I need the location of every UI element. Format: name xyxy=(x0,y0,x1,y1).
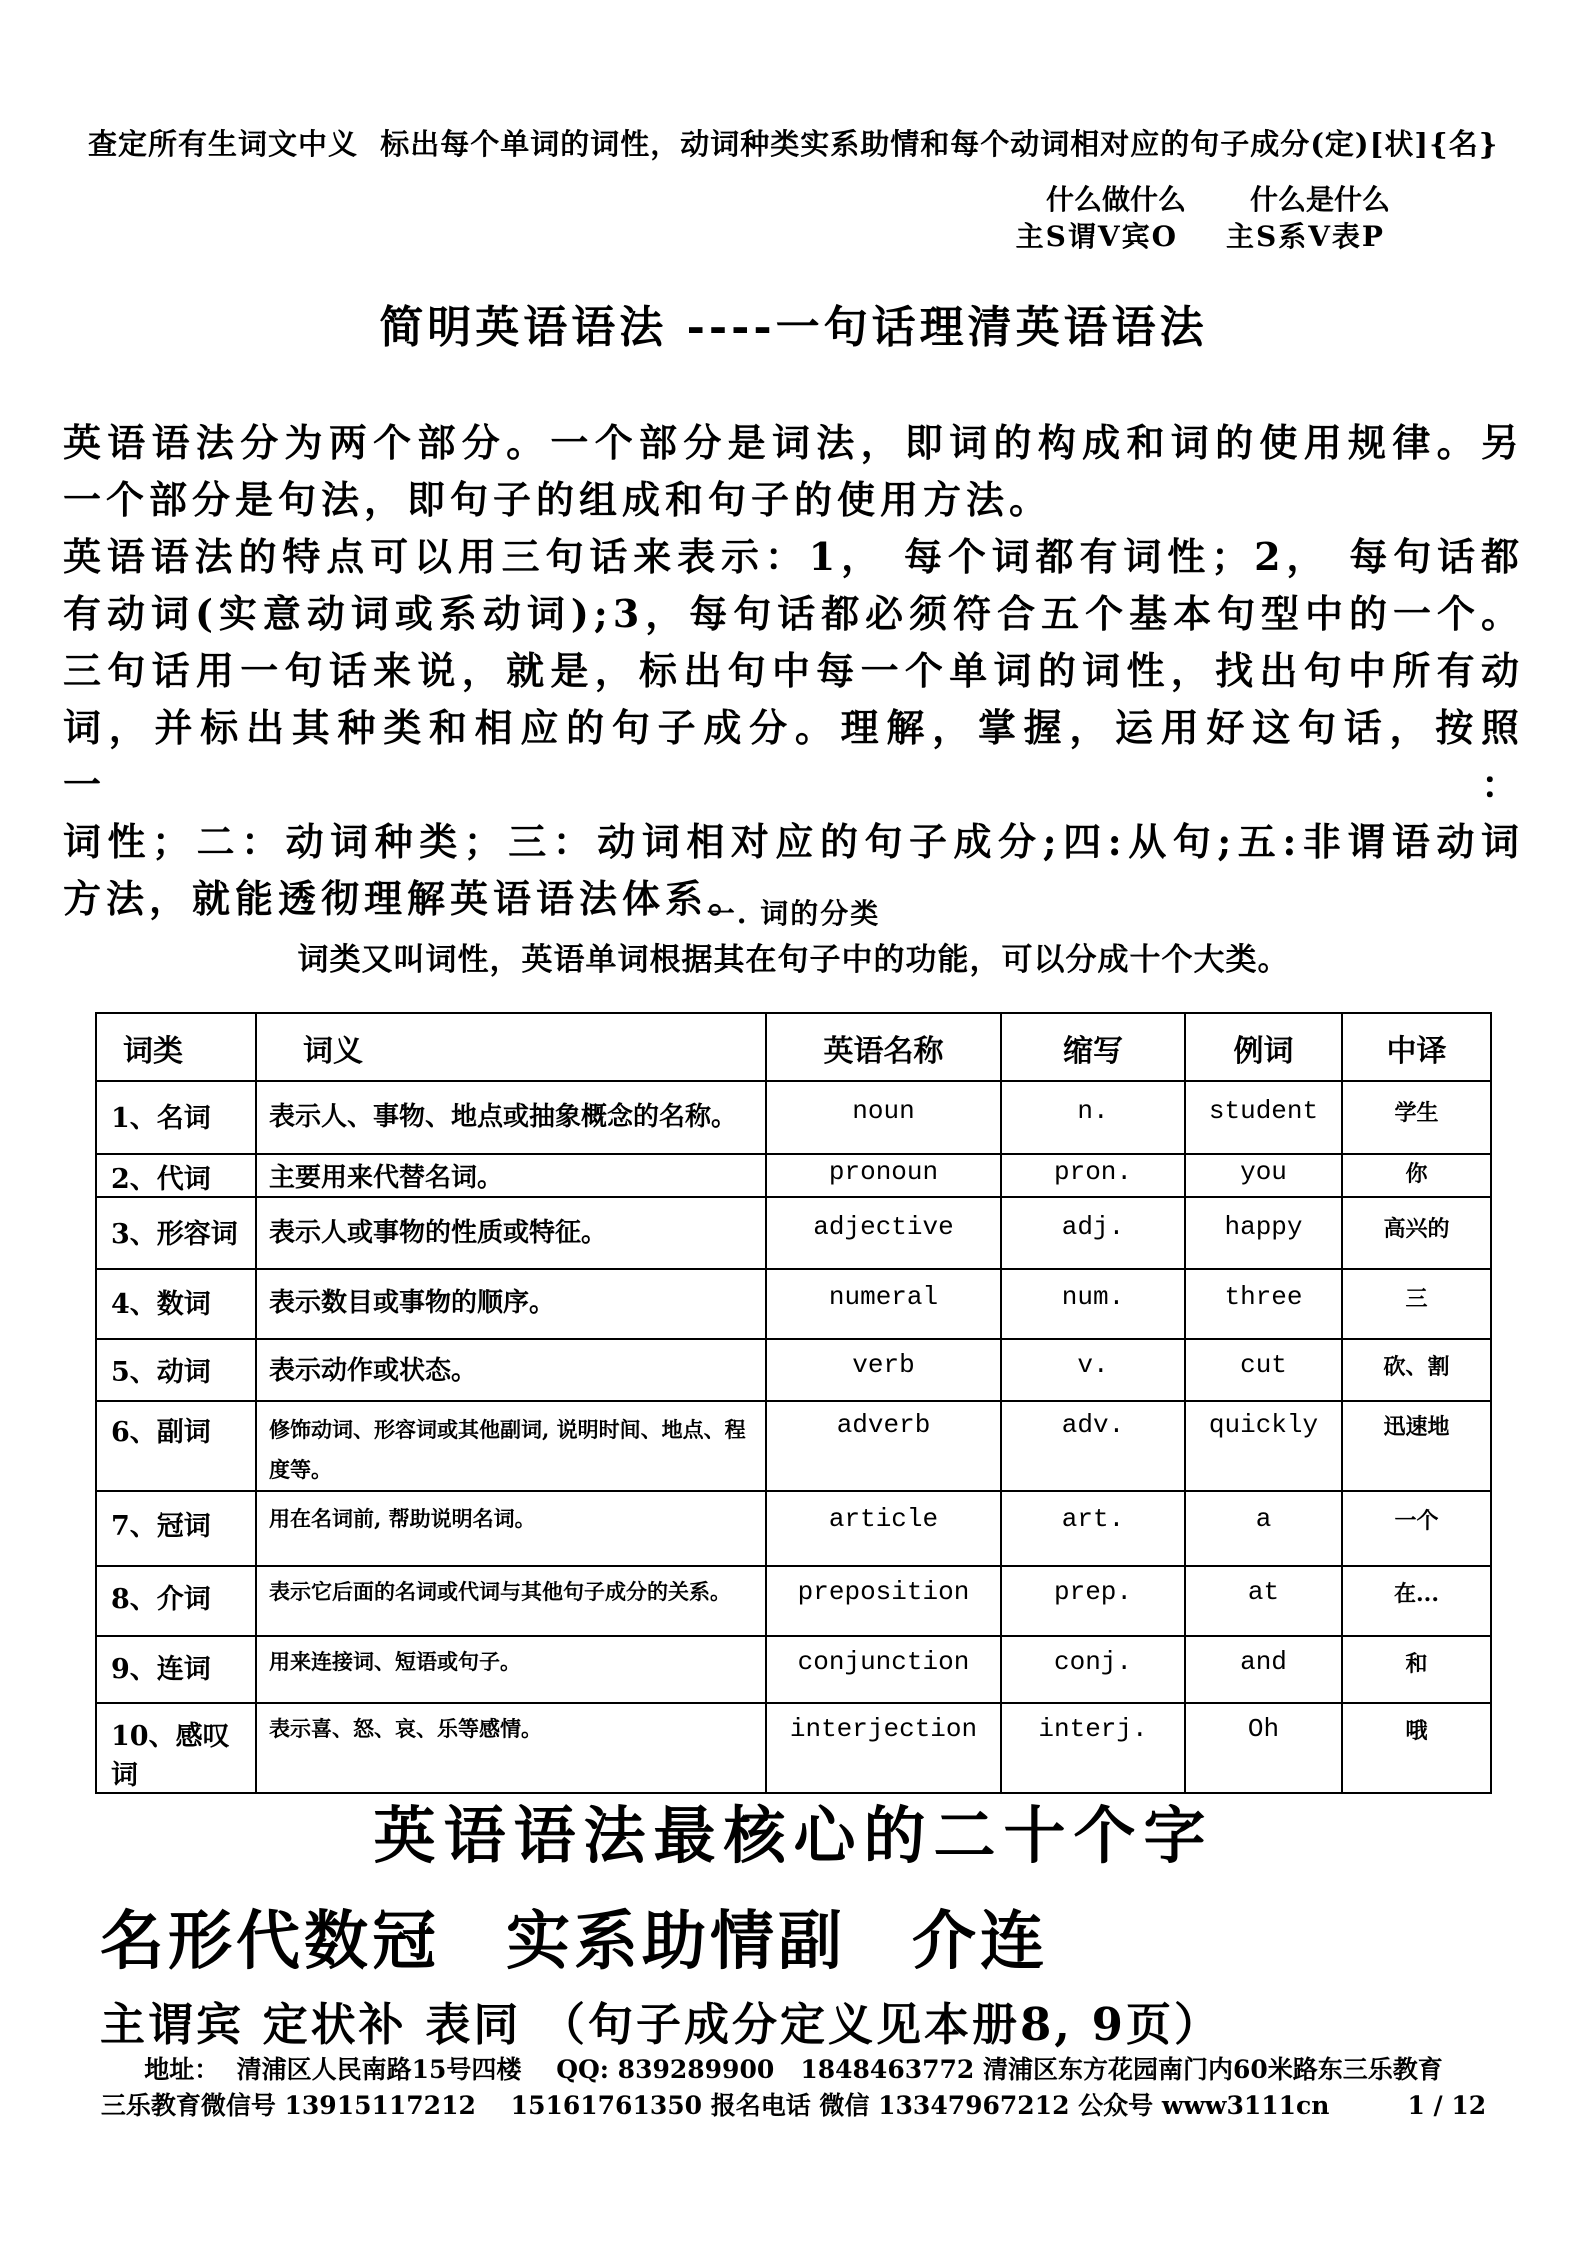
cell-example: a xyxy=(1185,1491,1342,1566)
cell-english: adjective xyxy=(766,1197,1001,1269)
cell-chinese: 三 xyxy=(1342,1269,1491,1339)
cell-abbr: interj. xyxy=(1001,1703,1185,1793)
table-header-row xyxy=(96,1013,1491,1081)
cell-class: 10、感叹词 xyxy=(96,1703,256,1793)
annotation-svo-pattern: 主S谓V宾O xyxy=(1015,220,1178,253)
header-abbreviation: 缩写 xyxy=(1001,1013,1185,1081)
table-row-conjunction xyxy=(96,1636,1491,1703)
body-line: 三句话用一句话来说，就是，标出句中每一个单词的词性，找出句中所有动 xyxy=(63,648,1524,693)
core-group-nominal: 名形代数冠 xyxy=(100,1904,440,1979)
top-annotation-line1: 查定所有生词文中义 标出每个单词的词性，动词种类实系助情和每个动词相对应的句子成分(定)[状]{名} xyxy=(88,127,1499,161)
cell-class: 3、形容词 xyxy=(96,1197,256,1269)
cell-example: Oh xyxy=(1185,1703,1342,1793)
body-line: 一个部分是句法，即句子的组成和句子的使用方法。 xyxy=(63,477,1053,522)
cell-chinese: 你 xyxy=(1342,1154,1491,1197)
top-annotation-line2 xyxy=(1046,178,1390,218)
header-chinese-translation: 中译 xyxy=(1342,1013,1491,1081)
cell-class: 4、数词 xyxy=(96,1269,256,1339)
core-group-connective: 介连 xyxy=(912,1904,1048,1979)
cell-chinese: 和 xyxy=(1342,1636,1491,1703)
table-row-article xyxy=(96,1491,1491,1566)
body-line: 有动词(实意动词或系动词);3，每句话都必须符合五个基本句型中的一个。 xyxy=(63,591,1524,636)
body-line: 方法，就能透彻理解英语语法体系。 xyxy=(63,876,752,921)
cell-chinese: 砍、割 xyxy=(1342,1339,1491,1401)
header-example: 例词 xyxy=(1185,1013,1342,1081)
cell-class: 5、动词 xyxy=(96,1339,256,1401)
cell-abbr: conj. xyxy=(1001,1636,1185,1703)
sentence-components-line: 主谓宾 定状补 表同 （句子成分定义见本册8, 9页） xyxy=(100,1998,1222,2051)
body-line: 词性；二：动词种类；三：动词相对应的句子成分;四:从句;五:非谓语动词 xyxy=(63,819,1524,864)
annotation-what-does-what: 什么做什么 xyxy=(1045,183,1186,216)
cell-english: interjection xyxy=(766,1703,1001,1793)
table-row-preposition xyxy=(96,1566,1491,1636)
cell-class: 8、介词 xyxy=(96,1566,256,1636)
table-row-verb xyxy=(96,1339,1491,1401)
cell-class: 7、冠词 xyxy=(96,1491,256,1566)
cell-english: noun xyxy=(766,1081,1001,1154)
cell-chinese: 学生 xyxy=(1342,1081,1491,1154)
cell-chinese: 迅速地 xyxy=(1342,1401,1491,1491)
cell-abbr: v. xyxy=(1001,1339,1185,1401)
core-word-groups xyxy=(100,1890,1048,1982)
cell-abbr: pron. xyxy=(1001,1154,1185,1197)
cell-meaning: 表示数目或事物的顺序。 xyxy=(256,1269,766,1339)
body-line: 英语语法分为两个部分。一个部分是词法，即词的构成和词的使用规律。另 xyxy=(63,420,1524,465)
section-subtitle: 词类又叫词性，英语单词根据其在句子中的功能，可以分成十个大类。 xyxy=(297,942,1290,978)
cell-chinese: 哦 xyxy=(1342,1703,1491,1793)
cell-meaning: 修饰动词、形容词或其他副词, 说明时间、地点、程度等。 xyxy=(256,1401,766,1491)
cell-example: you xyxy=(1185,1154,1342,1197)
cell-example: happy xyxy=(1185,1197,1342,1269)
cell-meaning: 表示它后面的名词或代词与其他句子成分的关系。 xyxy=(256,1566,766,1636)
cell-meaning: 用来连接词、短语或句子。 xyxy=(256,1636,766,1703)
cell-chinese: 在... xyxy=(1342,1566,1491,1636)
body-line: 英语语法的特点可以用三句话来表示：1， 每个词都有词性；2， 每句话都 xyxy=(63,534,1524,579)
cell-english: conjunction xyxy=(766,1636,1001,1703)
header-english-name: 英语名称 xyxy=(766,1013,1001,1081)
header-word-class: 词类 xyxy=(96,1013,256,1081)
table-row-noun xyxy=(96,1081,1491,1154)
cell-meaning: 表示动作或状态。 xyxy=(256,1339,766,1401)
footer-contact-text: 三乐教育微信号 13915117212 15161761350 报名电话 微信 13347967212 公众号 www3111cn xyxy=(100,2091,1330,2120)
word-class-table xyxy=(95,1012,1492,1794)
cell-abbr: n. xyxy=(1001,1081,1185,1154)
cell-meaning: 表示人或事物的性质或特征。 xyxy=(256,1197,766,1269)
header-meaning: 词义 xyxy=(256,1013,766,1081)
cell-english: verb xyxy=(766,1339,1001,1401)
cell-class: 6、副词 xyxy=(96,1401,256,1491)
annotation-svp-pattern: 主S系V表P xyxy=(1225,220,1385,253)
cell-example: student xyxy=(1185,1081,1342,1154)
cell-chinese: 一个 xyxy=(1342,1491,1491,1566)
table-row-numeral xyxy=(96,1269,1491,1339)
page-number: 1 / 12 xyxy=(1407,2091,1487,2120)
cell-meaning: 表示喜、怒、哀、乐等感情。 xyxy=(256,1703,766,1793)
cell-class: 9、连词 xyxy=(96,1636,256,1703)
core-twenty-characters-heading: 英语语法最核心的二十个字 xyxy=(373,1799,1214,1872)
cell-abbr: adv. xyxy=(1001,1401,1185,1491)
cell-abbr: adj. xyxy=(1001,1197,1185,1269)
page-title: 简明英语语法 ----一句话理清英语语法 xyxy=(379,302,1208,353)
table-row-interjection xyxy=(96,1703,1491,1793)
annotation-what-is-what: 什么是什么 xyxy=(1249,183,1390,216)
cell-example: cut xyxy=(1185,1339,1342,1401)
cell-class: 1、名词 xyxy=(96,1081,256,1154)
cell-meaning: 表示人、事物、地点或抽象概念的名称。 xyxy=(256,1081,766,1154)
footer-contact-line xyxy=(0,2086,1587,2122)
cell-abbr: prep. xyxy=(1001,1566,1185,1636)
table-row-adjective xyxy=(96,1197,1491,1269)
intro-paragraphs xyxy=(63,414,1524,927)
cell-english: numeral xyxy=(766,1269,1001,1339)
cell-class: 2、代词 xyxy=(96,1154,256,1197)
cell-english: pronoun xyxy=(766,1154,1001,1197)
table-row-adverb xyxy=(96,1401,1491,1491)
cell-abbr: art. xyxy=(1001,1491,1185,1566)
cell-example: and xyxy=(1185,1636,1342,1703)
table-row-pronoun xyxy=(96,1154,1491,1197)
section-heading-word-classification: 一. 词的分类 xyxy=(706,897,881,930)
top-annotation-line3 xyxy=(1016,215,1385,255)
cell-english: preposition xyxy=(766,1566,1001,1636)
cell-meaning: 用在名词前, 帮助说明名词。 xyxy=(256,1491,766,1566)
cell-example: quickly xyxy=(1185,1401,1342,1491)
cell-meaning: 主要用来代替名词。 xyxy=(256,1154,766,1197)
core-group-verbal: 实系助情副 xyxy=(506,1904,846,1979)
cell-example: three xyxy=(1185,1269,1342,1339)
cell-example: at xyxy=(1185,1566,1342,1636)
cell-abbr: num. xyxy=(1001,1269,1185,1339)
cell-english: article xyxy=(766,1491,1001,1566)
body-line: 词，并标出其种类和相应的句子成分。理解，掌握，运用好这句话，按照一： xyxy=(63,705,1524,807)
cell-chinese: 高兴的 xyxy=(1342,1197,1491,1269)
cell-english: adverb xyxy=(766,1401,1001,1491)
footer-address-line: 地址： 清浦区人民南路15号四楼 QQ: 839289900 1848463772 清浦区东方花园南门内60米路东三乐教育 xyxy=(144,2055,1443,2084)
